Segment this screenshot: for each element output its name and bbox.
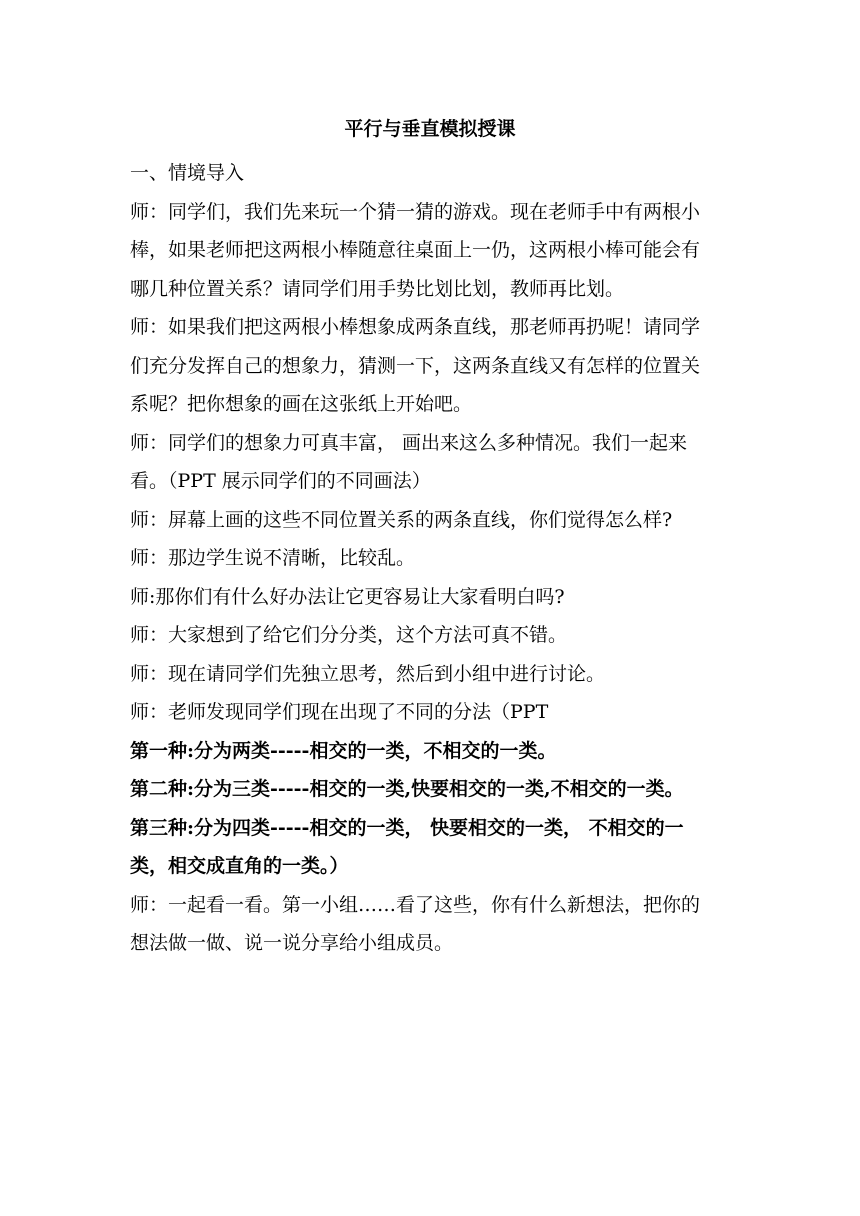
text-line: 师:那你们有什么好办法让它更容易让大家看明白吗? bbox=[130, 585, 565, 608]
paragraph-method-one bbox=[130, 732, 732, 771]
text-line: 师：现在请同学们先独立思考，然后到小组中进行讨论。 bbox=[130, 662, 606, 685]
paragraph-different-methods bbox=[130, 693, 732, 732]
text-line: 师：同学们，我们先来玩一个猜一猜的游戏。现在老师手中有两根小 bbox=[130, 200, 701, 223]
paragraph-student-response bbox=[130, 539, 732, 578]
text-line: 第一种:分为两类-----相交的一类，不相交的一类。 bbox=[130, 739, 557, 762]
text-line: 看。（PPT 展示同学们的不同画法） bbox=[130, 470, 431, 492]
text-line: 师：同学们的想象力可真丰富， 画出来这么多种情况。我们一起来 bbox=[130, 431, 688, 454]
text-line: 第三种:分为四类-----相交的一类， 快要相交的一类， 不相交的一 bbox=[130, 816, 684, 839]
text-line: 师：那边学生说不清晰，比较乱。 bbox=[130, 547, 416, 569]
text-line: 哪几种位置关系？请同学们用手势比划比划，教师再比划。 bbox=[130, 277, 625, 300]
paragraph-game-intro bbox=[130, 193, 732, 309]
paragraph-screen-question bbox=[130, 501, 732, 540]
text-line: 第二种:分为三类-----相交的一类,快要相交的一类,不相交的一类。 bbox=[130, 778, 684, 800]
text-line: 类，相交成直角的一类。） bbox=[130, 855, 349, 877]
paragraph-imagination-praise bbox=[130, 424, 732, 501]
paragraph-method-three bbox=[130, 809, 732, 886]
section-heading: 一、情境导入 bbox=[130, 162, 245, 184]
text-line: 棒，如果老师把这两根小棒随意往桌面上一仍，这两根小棒可能会有 bbox=[130, 239, 701, 261]
text-line: 师：老师发现同学们现在出现了不同的分法（PPT bbox=[130, 701, 549, 723]
text-line: 们充分发挥自己的想象力，猜测一下，这两条直线又有怎样的位置关 bbox=[130, 354, 701, 377]
text-line: 师：大家想到了给它们分分类，这个方法可真不错。 bbox=[130, 624, 568, 646]
paragraph-closing bbox=[130, 886, 732, 963]
paragraph-discuss bbox=[130, 655, 732, 694]
text-line: 师：一起看一看。第一小组……看了这些，你有什么新想法，把你的 bbox=[130, 893, 701, 916]
paragraph-good-method bbox=[130, 578, 732, 617]
text-line: 师：屏幕上画的这些不同位置关系的两条直线，你们觉得怎么样? bbox=[130, 508, 673, 531]
paragraph-method-two bbox=[130, 770, 732, 809]
text-line: 系呢？把你想象的画在这张纸上开始吧。 bbox=[130, 393, 473, 415]
text-line: 师：如果我们把这两根小棒想象成两条直线，那老师再扔呢！请同学 bbox=[130, 316, 701, 338]
paragraph-imagine-lines bbox=[130, 308, 732, 424]
paragraph-classify bbox=[130, 616, 732, 655]
document-body bbox=[130, 154, 732, 963]
text-line: 想法做一做、说一说分享给小组成员。 bbox=[130, 932, 454, 954]
document-title: 平行与垂直模拟授课 bbox=[344, 118, 516, 140]
